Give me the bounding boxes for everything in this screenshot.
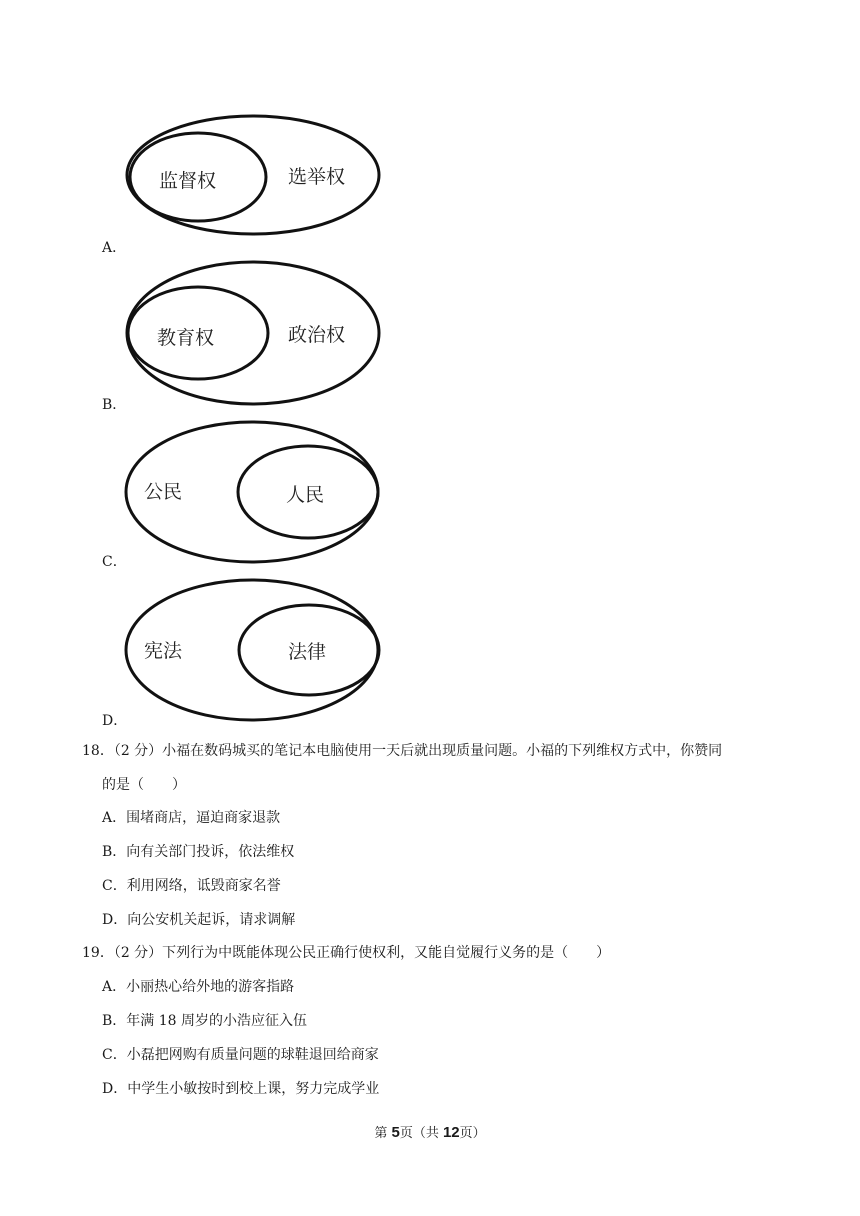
q18-option-b: B．向有关部门投诉，依法维权 [102, 844, 295, 860]
diagram-option-b [124, 260, 384, 410]
footer-suffix: 页） [459, 1126, 486, 1141]
option-d-letter: D． [102, 713, 128, 729]
option-a-letter: A． [102, 240, 127, 256]
q18-option-d: D．向公安机关起诉，请求调解 [102, 912, 296, 928]
footer-prefix: 第 [374, 1126, 392, 1141]
diagram-option-a [124, 104, 384, 236]
q19-option-a: A．小丽热心给外地的游客指路 [102, 979, 295, 995]
outer-label: 宪法 [144, 640, 183, 662]
q19-option-b: B．年满 18 周岁的小浩应征入伍 [102, 1013, 308, 1029]
q19-option-d: D．中学生小敏按时到校上课，努力完成学业 [102, 1081, 380, 1097]
footer-total-pages: 12 [442, 1124, 460, 1141]
footer-middle: 页（共 [399, 1126, 443, 1141]
q18-option-a: A．围堵商店，逼迫商家退款 [102, 810, 281, 826]
option-c-letter: C． [102, 554, 127, 570]
page-footer [0, 1124, 860, 1143]
inner-label: 法律 [288, 641, 327, 663]
inner-label: 教育权 [157, 327, 215, 349]
footer-page-number: 5 [391, 1124, 400, 1141]
inner-label: 人民 [286, 484, 325, 506]
q19-option-c: C．小磊把网购有质量问题的球鞋退回给商家 [102, 1047, 379, 1063]
diagram-option-c [124, 420, 384, 566]
outer-label: 公民 [144, 481, 183, 503]
outer-label: 政治权 [288, 324, 346, 346]
inner-label: 监督权 [159, 170, 217, 192]
q18-stem-line1: 18．（2 分）小福在数码城买的笔记本电脑使用一天后就出现质量问题。小福的下列维权方式中，你赞同 [82, 743, 723, 759]
q19-stem: 19．（2 分）下列行为中既能体现公民正确行使权利，又能自觉履行义务的是（ ） [82, 945, 611, 961]
option-b-letter: B． [102, 397, 127, 413]
q18-option-c: C．利用网络，诋毁商家名誉 [102, 878, 281, 894]
diagram-option-d [124, 578, 384, 724]
outer-label: 选举权 [288, 166, 346, 188]
q18-stem-line2: 的是（ ） [102, 777, 186, 793]
